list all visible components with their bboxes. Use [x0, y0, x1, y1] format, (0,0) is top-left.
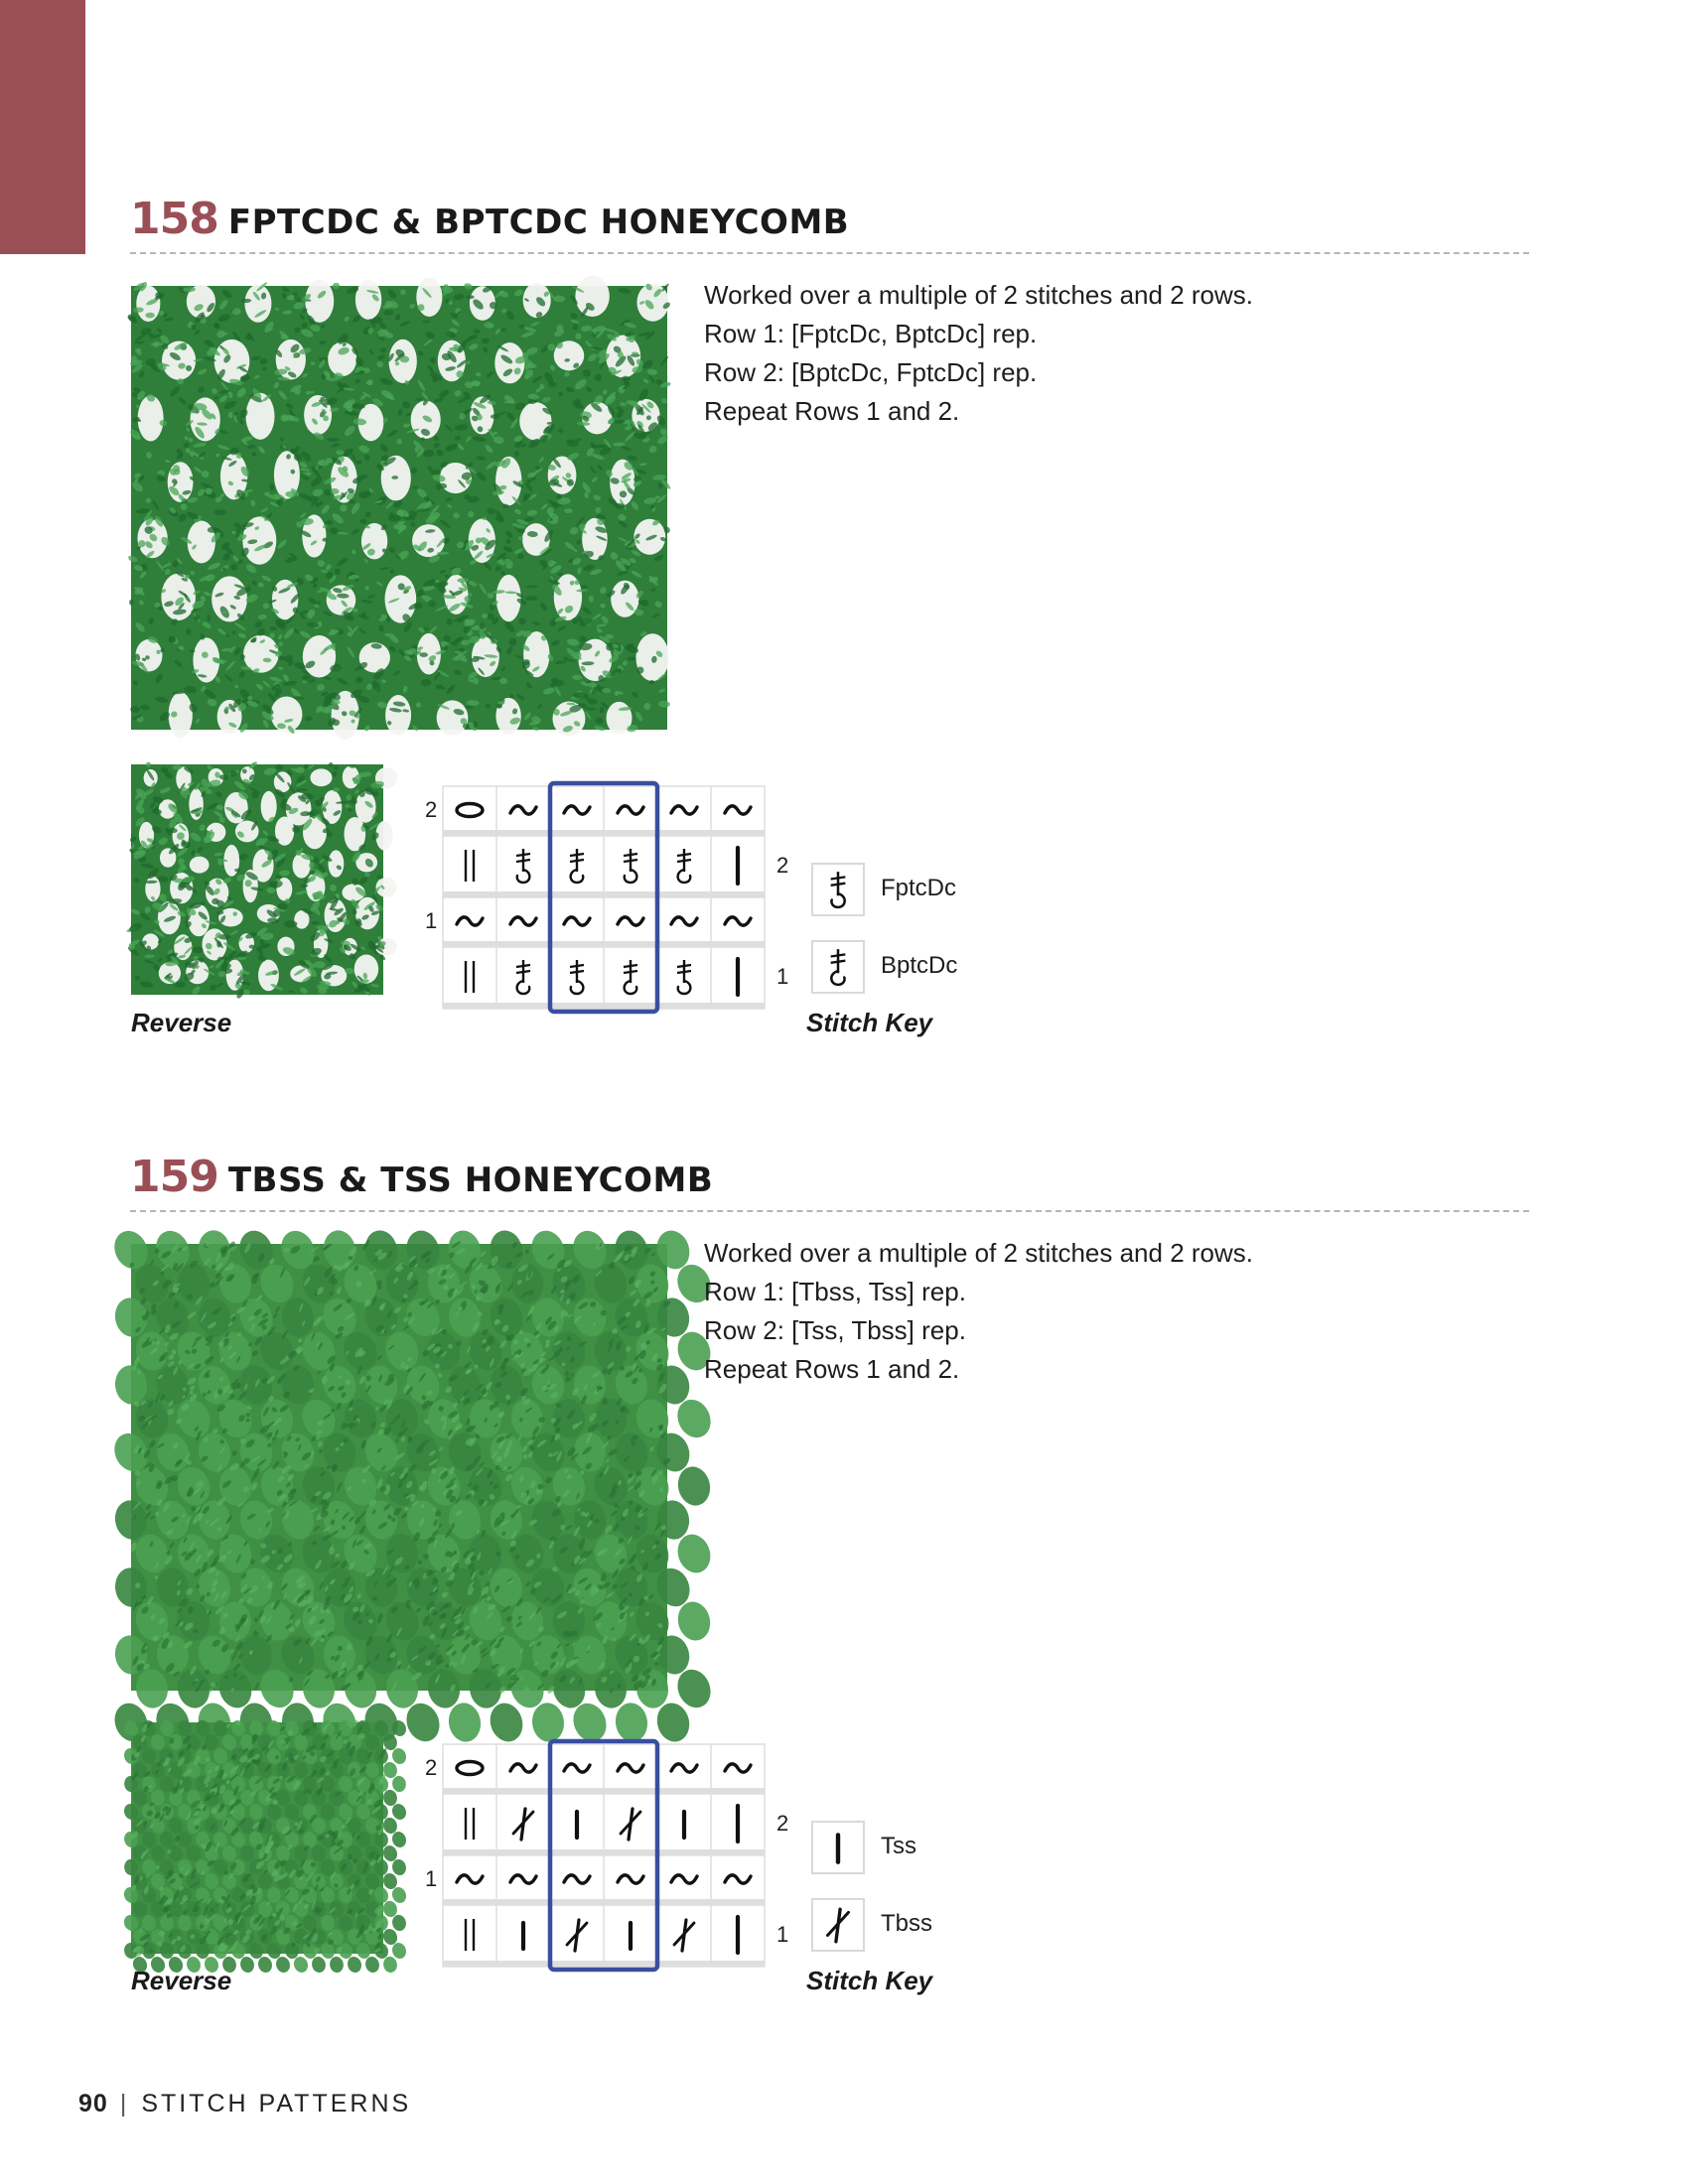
heading-rule [130, 1210, 1529, 1212]
key-entry [811, 1898, 1109, 1950]
row-label-left: 2 [425, 797, 438, 822]
swatch-photo [131, 286, 667, 730]
section-name: STITCH PATTERNS [141, 2090, 412, 2117]
stitch-chart [417, 774, 789, 1013]
row-label-right: 2 [776, 1811, 789, 1836]
instruction-line: Repeat Rows 1 and 2. [704, 1354, 960, 1384]
key-label: BptcDc [881, 952, 958, 979]
instruction-line: Row 2: [Tss, Tbss] rep. [704, 1315, 966, 1345]
fptcdc-symbol [831, 872, 846, 907]
instruction-line: Row 1: [FptcDc, BptcDc] rep. [704, 319, 1038, 348]
page-number: 90 [78, 2090, 108, 2117]
instruction-line: Worked over a multiple of 2 stitches and 2 rows. [704, 1238, 1253, 1268]
key-label: Tss [881, 1833, 916, 1859]
row-label-right: 1 [776, 1922, 789, 1947]
key-symbol-box [811, 940, 865, 994]
swatch-photo [131, 1244, 667, 1691]
key-label: Tbss [881, 1910, 933, 1937]
key-entry [811, 1821, 1109, 1872]
bptcdc-symbol [831, 949, 846, 985]
instruction-line: Repeat Rows 1 and 2. [704, 396, 960, 426]
row-label-right: 1 [776, 964, 789, 989]
instructions [704, 276, 1498, 431]
stitch-chart [417, 1732, 789, 1971]
key-entry [811, 863, 1109, 914]
pattern-heading [130, 1152, 713, 1202]
pattern-heading [130, 194, 849, 244]
instruction-line: Row 2: [BptcDc, FptcDc] rep. [704, 357, 1038, 387]
key-symbol-box [811, 1821, 865, 1874]
reverse-swatch-photo [131, 1722, 383, 1954]
pattern-number: 159 [130, 1152, 218, 1202]
chapter-tab [0, 0, 85, 254]
key-symbol-box [811, 863, 865, 916]
key-entry [811, 940, 1109, 992]
stitch-key-caption: Stitch Key [806, 1008, 933, 1037]
reverse-swatch-photo [131, 764, 383, 995]
reverse-caption: Reverse [131, 1008, 232, 1037]
row-label-left: 2 [425, 1755, 438, 1780]
pattern-number: 158 [130, 194, 218, 244]
stitch-key-caption: Stitch Key [806, 1966, 933, 1995]
footer-separator: | [119, 2090, 130, 2117]
reverse-caption: Reverse [131, 1966, 232, 1995]
instructions [704, 1234, 1498, 1389]
tbss-symbol [828, 1909, 849, 1942]
key-label: FptcDc [881, 875, 957, 901]
pattern-title: TBSS & TSS HONEYCOMB [227, 1160, 714, 1200]
row-label-right: 2 [776, 853, 789, 878]
page-footer [78, 2090, 411, 2118]
instruction-line: Row 1: [Tbss, Tss] rep. [704, 1277, 966, 1306]
row-label-left: 1 [425, 908, 438, 933]
heading-rule [130, 252, 1529, 254]
pattern-title: FPTCDC & BPTCDC HONEYCOMB [227, 203, 850, 242]
key-symbol-box [811, 1898, 865, 1952]
instruction-line: Worked over a multiple of 2 stitches and 2 rows. [704, 280, 1253, 310]
row-label-left: 1 [425, 1866, 438, 1891]
